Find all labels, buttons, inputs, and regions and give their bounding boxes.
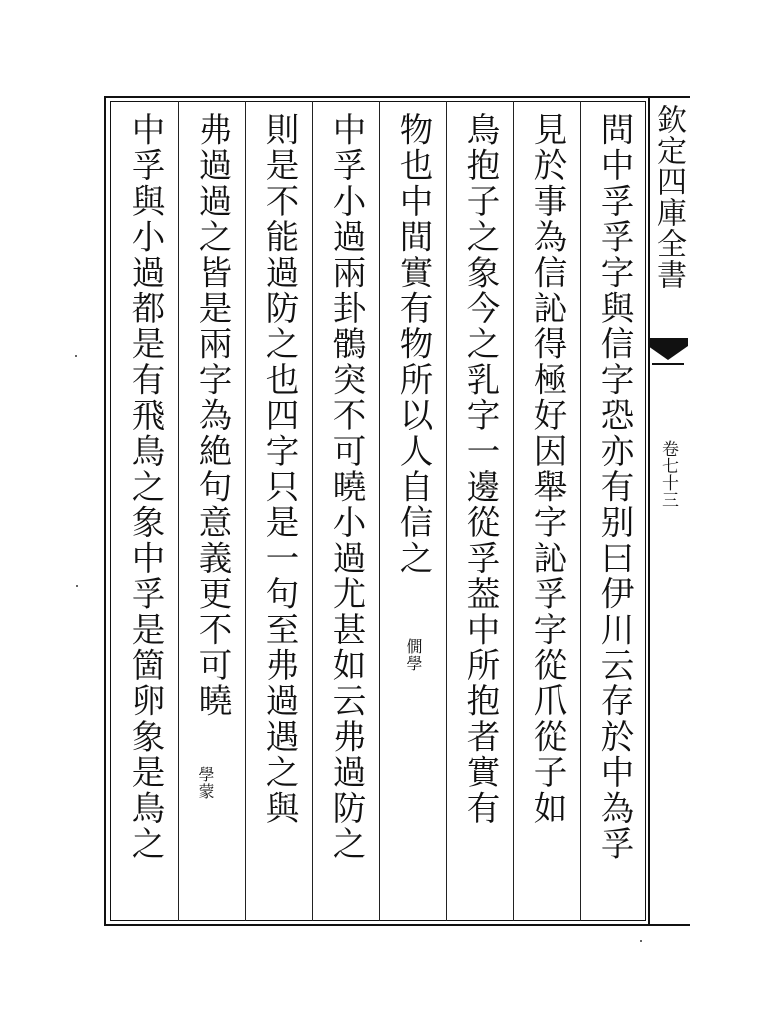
scan-speck <box>76 585 78 587</box>
scan-speck <box>640 940 642 942</box>
margin-folio: 卷七十三 <box>658 440 678 508</box>
text-column-4-note: 僩學 <box>404 638 423 672</box>
fish-tail-icon <box>648 338 688 370</box>
text-column-1: 問中孚孚字與信字恐亦有别曰伊川云存於中為孚 <box>595 112 634 862</box>
column-rule <box>446 101 447 921</box>
column-rule <box>379 101 380 921</box>
column-rule <box>178 101 179 921</box>
text-column-6: 則是不能過防之也四字只是一句至弗過遇之與 <box>260 112 299 826</box>
column-rule <box>312 101 313 921</box>
margin-title: 欽定四庫全書 <box>651 104 686 290</box>
column-rule <box>245 101 246 921</box>
text-column-5: 中孚小過兩卦鶻突不可曉小過尤甚如云弗過防之 <box>327 112 366 862</box>
text-column-7: 弗過過之皆是兩字為絶句意義更不可曉 <box>193 112 232 719</box>
text-column-4: 物也中間實有物所以人自信之 <box>394 112 433 577</box>
column-rule <box>513 101 514 921</box>
column-rule <box>580 101 581 921</box>
text-column-7-note: 學蒙 <box>196 766 215 800</box>
text-column-2: 見於事為信訫得極好因舉字訫孚字從爪從子如 <box>528 112 567 826</box>
text-column-3: 鳥抱子之象今之乳字一邊從孚葢中所抱者實有 <box>461 112 500 826</box>
scan-speck <box>75 355 77 357</box>
text-column-8: 中孚與小過都是有飛鳥之象中孚是箇卵象是鳥之 <box>126 112 165 862</box>
